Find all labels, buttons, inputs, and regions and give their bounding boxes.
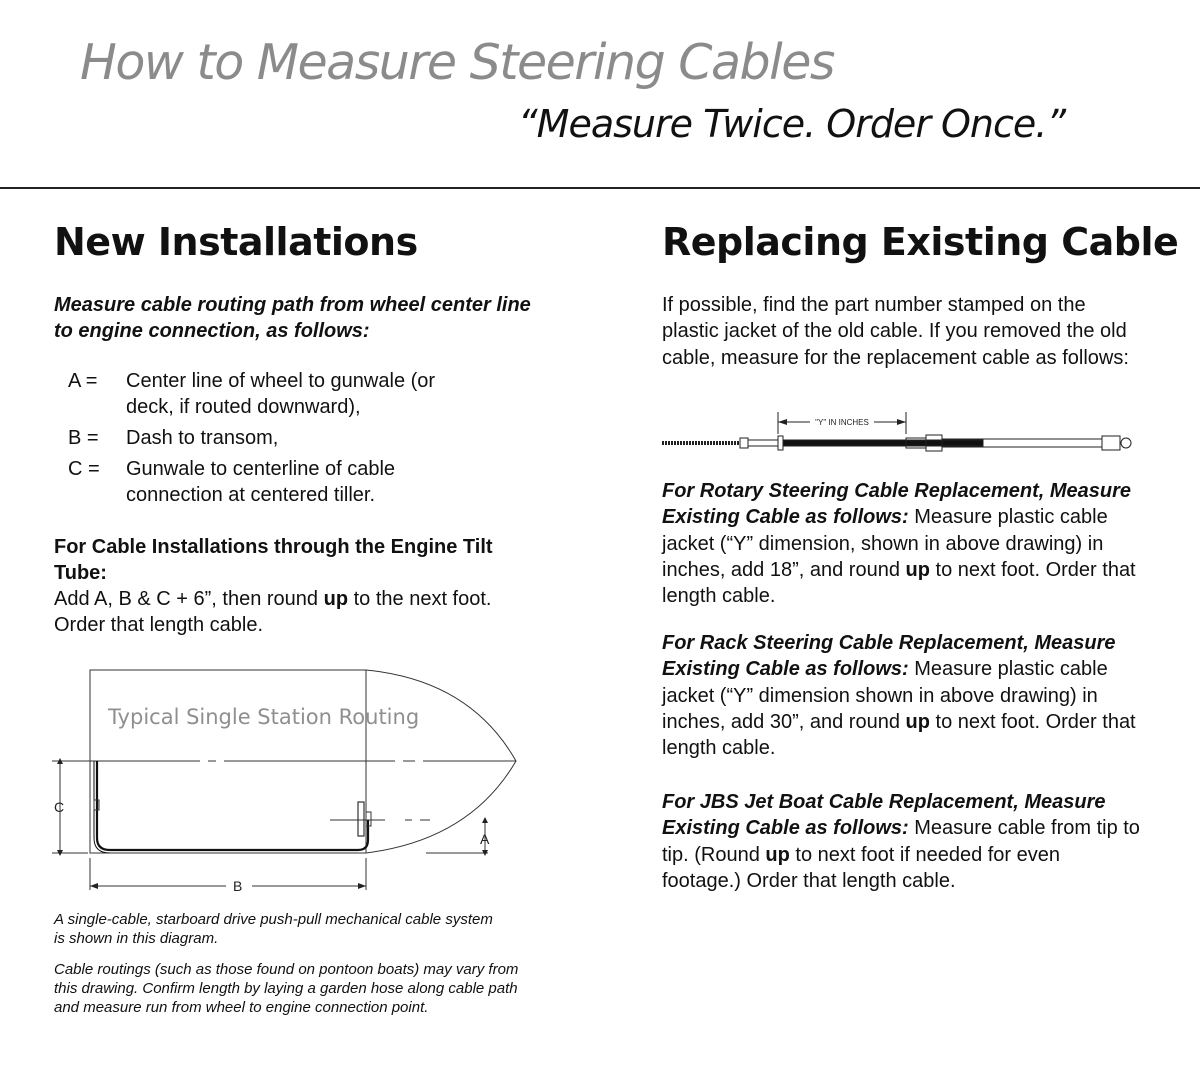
new-installations-heading: New Installations <box>54 220 418 264</box>
rotary-heading: For Rotary Steering Cable Replacement, Measure Existing Cable as follows: <box>662 480 1132 529</box>
page-title: How to Measure Steering Cables <box>80 34 834 91</box>
item-b-key: B = <box>68 427 99 449</box>
page-tagline: “Measure Twice. Order Once.” <box>518 102 1066 146</box>
item-a-key: A = <box>68 370 98 392</box>
jbs-section: For JBS Jet Boat Cable Replacement, Measure Existing Cable as follows: Measure cable from tip to tip. (Round up to next foot if needed for even footage.) Order that length cable. <box>662 791 1140 892</box>
dimension-c-label: C <box>54 799 65 815</box>
measurement-list <box>0 368 600 518</box>
diagram-caption-2: Cable routings (such as those found on pontoon boats) may vary from this drawing. Confirm length by laying a garden hose along cable path and measure run from wheel to engine connection point. <box>54 961 519 1016</box>
routing-diagram <box>40 660 540 900</box>
jbs-heading: For JBS Jet Boat Cable Replacement, Measure Existing Cable as follows: <box>662 791 1106 840</box>
item-c-key: C = <box>68 458 100 480</box>
steering-cable <box>97 761 368 850</box>
tilt-tube-heading: For Cable Installations through the Engine Tilt Tube: <box>54 536 493 585</box>
rack-heading: For Rack Steering Cable Replacement, Measure Existing Cable as follows: <box>662 632 1116 681</box>
rack-section: For Rack Steering Cable Replacement, Measure Existing Cable as follows: Measure plastic cable jacket (“Y” dimension shown in above drawing) in inches, add 30”, and round up to next foot. Order that length cable. <box>662 632 1136 760</box>
tiller-connection <box>358 802 364 836</box>
diagram-caption-1: A single-cable, starboard drive push-pull mechanical cable system is shown in this diagram. <box>54 911 493 947</box>
cable-drawing <box>660 410 1140 460</box>
dimension-a-label: A <box>480 831 490 847</box>
plastic-cable-jacket <box>783 440 983 446</box>
diagram-title: Typical Single Station Routing <box>108 705 420 729</box>
replacing-cable-intro: If possible, find the part number stamped on the plastic jacket of the old cable. If you removed the old cable, measure for the replacement cable as follows: <box>662 294 1129 369</box>
tilt-tube-text: Add A, B & C + 6”, then round up to the next foot. Order that length cable. <box>54 588 492 637</box>
header-divider <box>0 187 1200 189</box>
rotary-section: For Rotary Steering Cable Replacement, Measure Existing Cable as follows: Measure plastic cable jacket (“Y” dimension, shown in above drawing) in inches, add 18”, and round up to next foot. Order that length cable. <box>662 480 1136 608</box>
new-installations-intro: Measure cable routing path from wheel center line to engine connection, as follows: <box>54 294 531 343</box>
y-dimension-label: "Y" IN INCHES <box>815 418 869 427</box>
item-a-text: Center line of wheel to gunwale (or deck, if routed downward), <box>126 370 436 418</box>
dimension-b-label: B <box>233 878 243 894</box>
item-b-text: Dash to transom, <box>126 427 279 449</box>
replacing-cable-heading: Replacing Existing Cable <box>662 220 1179 264</box>
item-c-text: Gunwale to centerline of cable connection at centered tiller. <box>126 458 396 506</box>
